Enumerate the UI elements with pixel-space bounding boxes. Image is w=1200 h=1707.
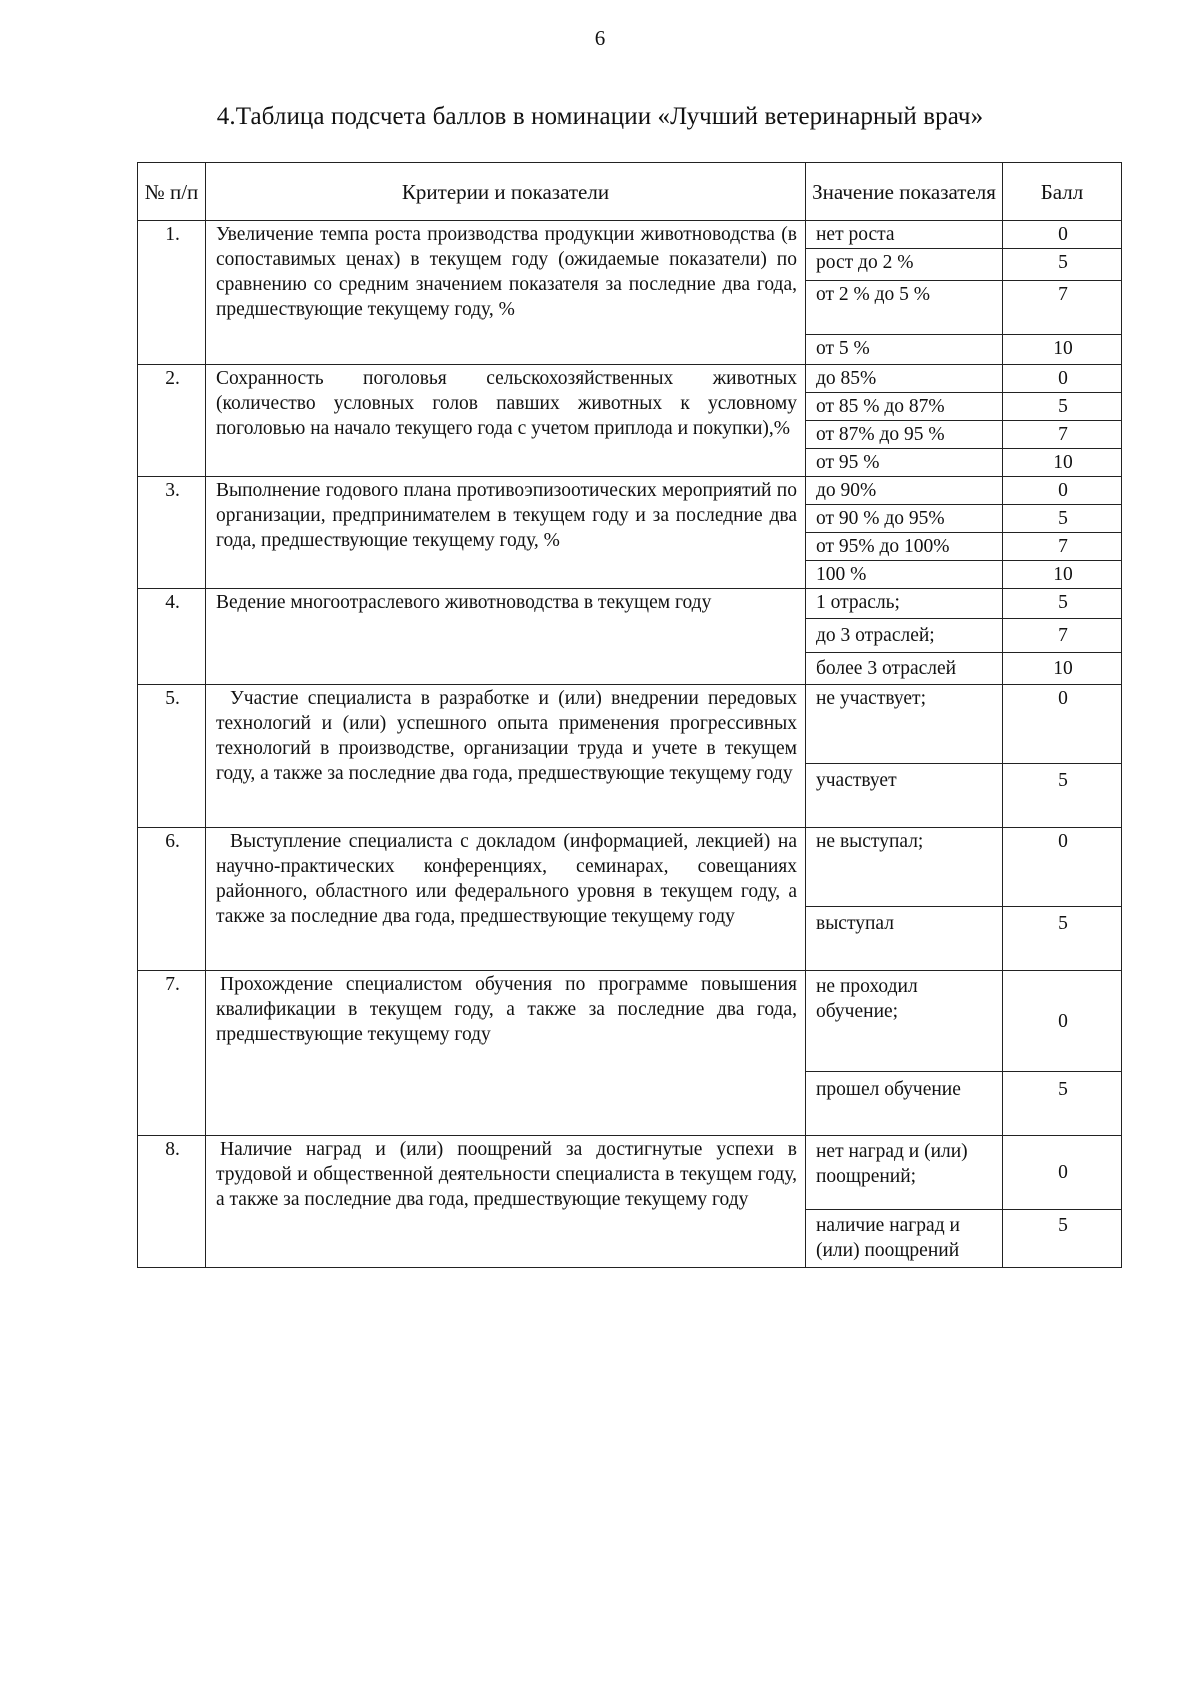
page-number: 6 — [594, 26, 606, 50]
option-value: не участвует; — [806, 685, 1003, 764]
option-points: 5 — [1003, 505, 1122, 533]
option-value: от 5 % — [806, 335, 1003, 365]
option-value: более 3 отраслей — [806, 653, 1003, 685]
option-points: 5 — [1003, 1072, 1122, 1136]
option-points: 0 — [1003, 971, 1122, 1072]
option-value: до 3 отраслей; — [806, 619, 1003, 653]
option-value: нет наград и (или) поощрений; — [806, 1136, 1003, 1210]
option-points: 5 — [1003, 1210, 1122, 1268]
option-value: выступал — [806, 907, 1003, 971]
option-value: до 85% — [806, 365, 1003, 393]
row-criteria: Ведение многоотраслевого животноводства в текущем году — [206, 589, 806, 685]
row-number: 8. — [138, 1136, 206, 1268]
row-criteria: Участие специалиста в разработке и (или) внедрении передовых технологий и (или) успешного опыта применения прогрессивных технологий в производстве, организации труда и учете в текущем году, а также за последние два года, предшествующие текущему году — [206, 685, 806, 828]
option-value: от 90 % до 95% — [806, 505, 1003, 533]
row-number: 3. — [138, 477, 206, 589]
option-points: 10 — [1003, 561, 1122, 589]
option-value: участвует — [806, 764, 1003, 828]
row-criteria: Выступление специалиста с докладом (информацией, лекцией) на научно-практических конференциях, семинарах, совещаниях районного, областного или федерального уровня в текущем году, а также за последние два года, предшествующие текущему году — [206, 828, 806, 971]
option-value: наличие наград и (или) поощрений — [806, 1210, 1003, 1268]
option-value: от 85 % до 87% — [806, 393, 1003, 421]
option-value: нет роста — [806, 221, 1003, 249]
table-row — [138, 971, 1122, 1072]
scoring-table — [137, 162, 1122, 1268]
option-points: 0 — [1003, 477, 1122, 505]
option-value: не выступал; — [806, 828, 1003, 907]
table-row — [138, 589, 1122, 619]
row-criteria: Прохождение специалистом обучения по программе повышения квалификации в текущем году, а также за последние два года, предшествующие текущему году — [206, 971, 806, 1136]
option-value: 100 % — [806, 561, 1003, 589]
header-criteria: Критерии и показатели — [206, 163, 806, 221]
header-value: Значение показателя — [806, 163, 1003, 221]
row-criteria: Выполнение годового плана противоэпизоотических мероприятий по организации, предпринимателем в текущем году и за последние два года, предшествующие текущему году, % — [206, 477, 806, 589]
table-header-row — [138, 163, 1122, 221]
option-value: 1 отрасль; — [806, 589, 1003, 619]
option-points: 10 — [1003, 449, 1122, 477]
table-row — [138, 685, 1122, 764]
option-value: от 87% до 95 % — [806, 421, 1003, 449]
row-criteria: Наличие наград и (или) поощрений за достигнутые успехи в трудовой и общественной деятельности специалиста в текущем году, а также за последние два года, предшествующие текущему году — [206, 1136, 806, 1268]
option-value: не проходил обучение; — [806, 971, 1003, 1072]
row-number: 4. — [138, 589, 206, 685]
header-num: № п/п — [138, 163, 206, 221]
document-title: 4.Таблица подсчета баллов в номинации «Лучший ветеринарный врач» — [216, 103, 984, 130]
option-points: 0 — [1003, 685, 1122, 764]
option-value: до 90% — [806, 477, 1003, 505]
option-points: 10 — [1003, 653, 1122, 685]
option-points: 5 — [1003, 249, 1122, 281]
option-points: 0 — [1003, 365, 1122, 393]
option-points: 10 — [1003, 335, 1122, 365]
table-row — [138, 477, 1122, 505]
header-points: Балл — [1003, 163, 1122, 221]
option-points: 5 — [1003, 589, 1122, 619]
option-value: от 2 % до 5 % — [806, 281, 1003, 335]
table-row — [138, 365, 1122, 393]
option-points: 7 — [1003, 281, 1122, 335]
row-number: 6. — [138, 828, 206, 971]
option-points: 7 — [1003, 533, 1122, 561]
row-number: 7. — [138, 971, 206, 1136]
option-points: 7 — [1003, 421, 1122, 449]
option-value: рост до 2 % — [806, 249, 1003, 281]
option-points: 0 — [1003, 1136, 1122, 1210]
option-points: 7 — [1003, 619, 1122, 653]
table-row — [138, 828, 1122, 907]
row-number: 1. — [138, 221, 206, 365]
option-points: 5 — [1003, 907, 1122, 971]
row-number: 2. — [138, 365, 206, 477]
option-value: от 95 % — [806, 449, 1003, 477]
row-criteria: Сохранность поголовья сельскохозяйственных животных (количество условных голов павших животных к условному поголовью на начало текущего года с учетом приплода и покупки),% — [206, 365, 806, 477]
option-value: прошел обучение — [806, 1072, 1003, 1136]
row-criteria: Увеличение темпа роста производства продукции животноводства (в сопоставимых ценах) в текущем году (ожидаемые показатели) по сравнению со средним значением показателя за последние два года, предшествующие текущему году, % — [206, 221, 806, 365]
option-points: 5 — [1003, 393, 1122, 421]
row-number: 5. — [138, 685, 206, 828]
table-row — [138, 221, 1122, 249]
option-points: 0 — [1003, 828, 1122, 907]
option-value: от 95% до 100% — [806, 533, 1003, 561]
table-row — [138, 1136, 1122, 1210]
option-points: 5 — [1003, 764, 1122, 828]
option-points: 0 — [1003, 221, 1122, 249]
